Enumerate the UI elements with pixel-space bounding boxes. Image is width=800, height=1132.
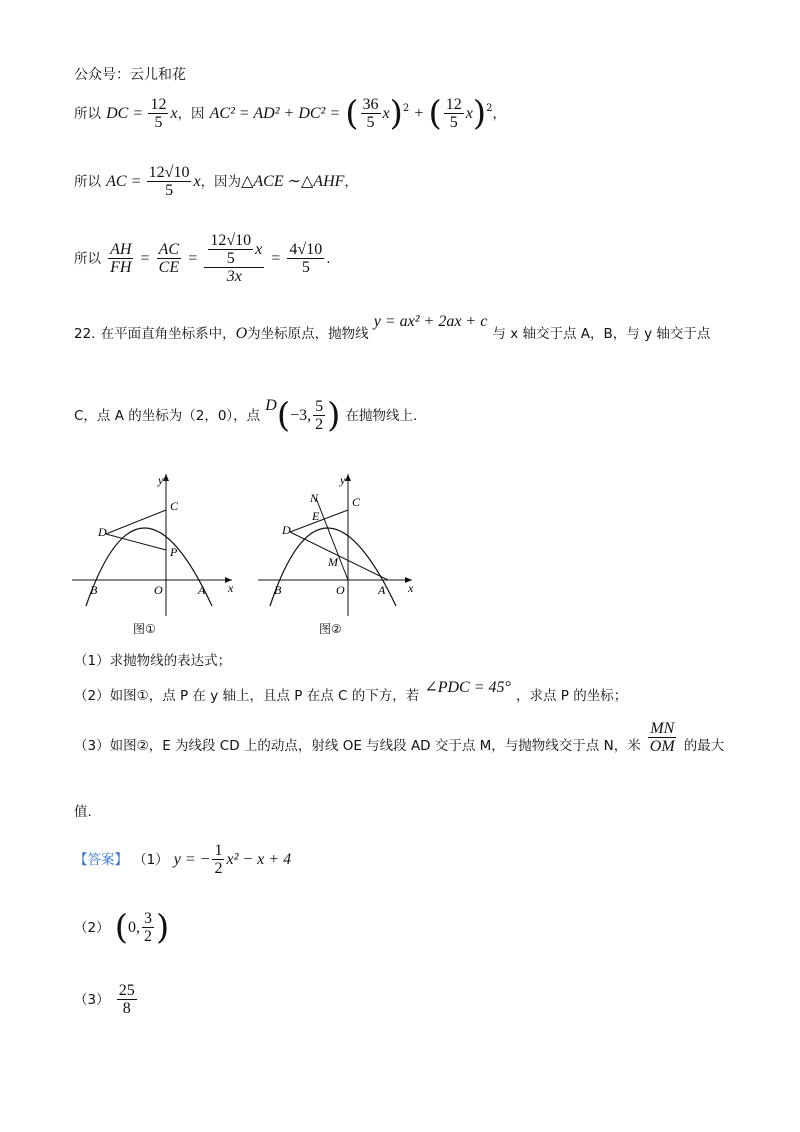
fraction: $\frac{25}{8}$ bbox=[118, 982, 135, 1017]
text: ，因为 bbox=[200, 174, 242, 190]
fraction: $\frac{12√10}{5}$ bbox=[148, 164, 190, 199]
page-header: 公众号：云儿和花 bbox=[74, 67, 186, 83]
text: （2） bbox=[74, 920, 110, 936]
point-d-label: D bbox=[98, 525, 107, 539]
fraction: $\frac{MN}{OM}$ bbox=[649, 720, 675, 755]
x-axis-label: x bbox=[228, 581, 234, 595]
fraction: $\frac{36}{5}$ bbox=[362, 96, 379, 131]
math: 0, bbox=[127, 919, 140, 936]
point-e-label: E bbox=[312, 509, 320, 523]
text: ，求点 P 的坐标； bbox=[516, 688, 628, 704]
answer-2: （2） (0, $\frac{3}{2}$ ) bbox=[74, 907, 170, 948]
x-axis-label: x bbox=[408, 581, 414, 595]
fraction: $\frac{4√10}{5}$ bbox=[289, 241, 323, 276]
answer-tag: 【答案】 bbox=[74, 852, 128, 868]
math: x bbox=[193, 173, 201, 190]
text: 所以 bbox=[74, 174, 101, 190]
angle-condition: ∠PDC = 45° bbox=[424, 679, 511, 696]
math: DC bbox=[106, 105, 129, 122]
point-a-label: A bbox=[198, 583, 206, 597]
ac2-equation: AC² = AD² + DC² = bbox=[209, 105, 341, 122]
fraction: $\frac{AH}{FH}$ bbox=[110, 241, 132, 276]
point-d-label: D bbox=[282, 523, 291, 537]
math: x bbox=[170, 105, 178, 122]
point-b-label: B bbox=[90, 583, 98, 597]
y-axis-label: y bbox=[158, 473, 164, 487]
line-3: 所以 $\frac{AH}{FH}$ = $\frac{AC}{CE}$ = $\frac{12√10}{5}$ x 3x = $\frac{4√10}{5}$ . bbox=[74, 232, 331, 285]
question-3-cont: 值. bbox=[74, 804, 92, 820]
similar-triangles: △ACE ∼△AHF bbox=[241, 173, 345, 190]
fraction: $\frac{12}{5}$ bbox=[150, 96, 167, 131]
math: D bbox=[265, 397, 277, 414]
problem-number: 22. bbox=[74, 326, 96, 342]
text: （3）如图②，E 为线段 CD 上的动点，射线 OE 与线段 AD 交于点 M，与抛物线交于点 N，米 bbox=[74, 738, 641, 754]
fraction: $\frac{3}{2}$ bbox=[143, 910, 152, 945]
question-3 bbox=[74, 720, 725, 763]
math: x² − x + 4 bbox=[226, 851, 292, 868]
figure-2-caption: 图② bbox=[319, 622, 342, 636]
question-1: （1）求抛物线的表达式； bbox=[74, 653, 232, 669]
line-2: 所以 AC = $\frac{12√10}{5}$ x，因为△ACE ∼△AHF， bbox=[74, 164, 358, 199]
text: 在平面直角坐标系中， bbox=[100, 326, 236, 342]
point-p-label: P bbox=[170, 545, 178, 559]
math: y = − bbox=[173, 851, 211, 868]
text: 所以 bbox=[74, 251, 101, 267]
math: O bbox=[235, 325, 248, 342]
point-m-label: M bbox=[328, 555, 338, 569]
figure-2 bbox=[256, 470, 426, 640]
parabola-equation: y = ax² + 2ax + c bbox=[373, 313, 488, 330]
text: 所以 bbox=[74, 106, 101, 122]
text: ，因 bbox=[177, 106, 205, 122]
line-1: 所以 DC = $\frac{12}{5}$ x，因 AC² = AD² + DC² = ( $\frac{36}{5}$ x)$^2$ + ( $\frac{12}{5}$ x)$^2$， bbox=[74, 93, 506, 134]
text: 在抛物线上. bbox=[345, 408, 418, 424]
fraction: $\frac{5}{2}$ bbox=[315, 398, 324, 433]
text: 为坐标原点，抛物线 bbox=[247, 326, 369, 342]
math: −3, bbox=[290, 407, 312, 424]
problem-22-line-2: C，点 A 的坐标为（2，0），点 D(−3, $\frac{5}{2}$ ) 在抛物线上. bbox=[74, 395, 418, 436]
text: （3） bbox=[74, 992, 110, 1008]
text: C，点 A 的坐标为（2，0），点 bbox=[74, 408, 261, 424]
problem-22-line-1 bbox=[74, 313, 711, 343]
fraction: $\frac{AC}{CE}$ bbox=[158, 241, 180, 276]
question-2 bbox=[74, 679, 628, 705]
complex-fraction: $\frac{12√10}{5}$ x 3x bbox=[204, 232, 264, 285]
point-c-label: C bbox=[352, 495, 361, 509]
figure-1-caption: 图① bbox=[133, 622, 156, 636]
point-c-label: C bbox=[170, 499, 179, 513]
figure-1 bbox=[70, 470, 240, 640]
fraction: $\frac{12}{5}$ bbox=[445, 96, 462, 131]
fraction: $\frac{1}{2}$ bbox=[214, 842, 223, 877]
text: 的最大 bbox=[683, 738, 725, 754]
point-n-label: N bbox=[310, 491, 319, 505]
origin-label: O bbox=[336, 583, 345, 597]
text: （2）如图①，点 P 在 y 轴上，且点 P 在点 C 的下方，若 bbox=[74, 688, 420, 704]
text: （1） bbox=[133, 852, 169, 868]
origin-label: O bbox=[154, 583, 163, 597]
point-a-label: A bbox=[378, 583, 386, 597]
answer-1 bbox=[74, 842, 291, 877]
point-b-label: B bbox=[274, 583, 282, 597]
answer-3 bbox=[74, 982, 139, 1017]
y-axis-label: y bbox=[340, 473, 346, 487]
text: 与 x 轴交于点 A，B，与 y 轴交于点 bbox=[492, 326, 711, 342]
math: AC bbox=[106, 173, 127, 190]
